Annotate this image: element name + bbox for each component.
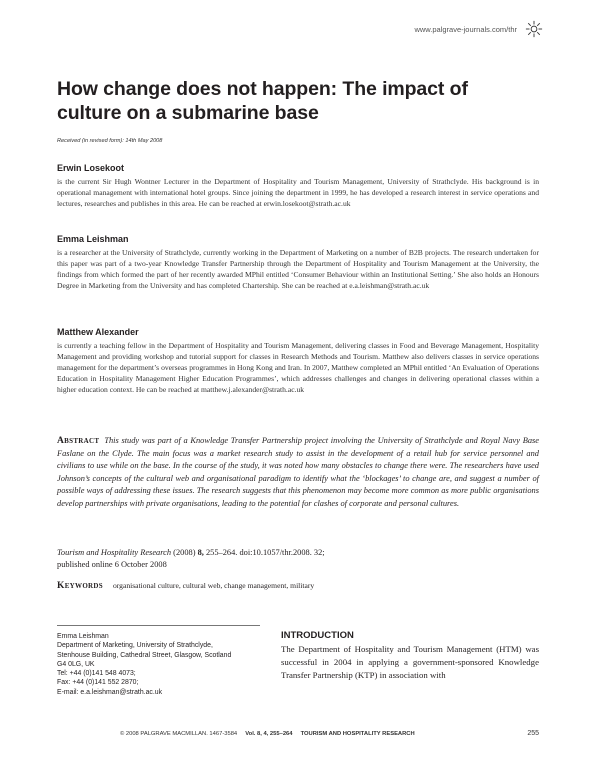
keywords-label: Keywords: [57, 581, 103, 591]
contact-address: Stenhouse Building, Cathedral Street, Glasgow, Scotland: [57, 651, 232, 659]
author-bio: is currently a teaching fellow in the Department of Hospitality and Tourism Management, delivering classes in Food and Beverage Management, Hospitality Management and providing workshop and tutorial support for classes in Research Methods and Tourism. Matthew also delivers classes in service operations management for the department’s overseas programmes in Hong Kong and Iran. In 2007, Matthew completed an MPhil entitled ‘An Evaluation of Operations Education in Hospitality Management Higher Education Programmes’, which addresses challenges and changes in delivering operational classes within a higher education context. He can be reached at matthew.j.alexander@strath.ac.uk: [57, 341, 539, 394]
page-number: 255: [527, 730, 539, 737]
contact-department: Department of Marketing, University of Strathclyde,: [57, 642, 213, 650]
header-url: www.palgrave-journals.com/thr: [414, 25, 517, 34]
citation-volume: 8,: [197, 548, 204, 557]
abstract-label: Abstract: [57, 436, 100, 446]
author-block-3: [57, 327, 539, 395]
keywords: [57, 580, 539, 592]
sunburst-icon: [525, 20, 543, 38]
citation-year: (2008): [173, 548, 196, 557]
citation-pages-doi: 255–264. doi:10.1057/thr.2008. 32;: [205, 548, 325, 557]
footer-left: [120, 731, 415, 737]
author-bio: is the current Sir Hugh Wontner Lecturer in the Department of Hospitality and Tourism Management, University of Strathclyde. His background is in operational management with international hotel groups. Since joining the department in 1999, he has developed a research interest in service operations and lectures, researches and publishes in this area. He can be reached at erwin.losekoot@strath.ac.uk: [57, 177, 539, 208]
author-name: Emma Leishman: [57, 234, 129, 244]
contact-tel: Tel: +44 (0)141 548 4073;: [57, 670, 136, 678]
contact-fax: Fax: +44 (0)141 552 2870;: [57, 679, 139, 687]
contact-postcode: G4 0LG, UK: [57, 660, 95, 668]
citation-published: published online 6 October 2008: [57, 560, 167, 569]
author-bio: is a researcher at the University of Strathclyde, currently working in the Department of Marketing on a number of B2B projects. The research undertaken for this paper was part of a two-year Knowledge Transfer Partnership through the Department of Hospitality and Tourism Management at the University, the findings from which formed the part of her recently awarded MPhil entitled ‘Consumer Behaviour within an Institutional Setting.’ She also holds an Honours Degree in Marketing from the University and has completed Chartership. She can be reached at e.a.leishman@strath.ac.uk: [57, 248, 539, 290]
received-date: Received (in revised form): 14th May 2008: [57, 138, 163, 144]
abstract: [57, 435, 539, 510]
abstract-text: This study was part of a Knowledge Transfer Partnership project involving the University of Strathclyde and Royal Navy Base Faslane on the Clyde. The main focus was a market research study to assist in the development of a retail hub for service personnel and civilians to use while on the base. In the course of the study, it was noted how many obstacles to change there were. The researchers have used Johnson’s concepts of the cultural web and organisational paradigm to identify what the ‘blockages’ to change are, and suggest a number of possible ways of addressing these issues. The research suggests that this phenomenon may become more common as more public organisations develop partnerships with private organisations, leading to the potential for clashes of corporate and personal cultures.: [57, 436, 539, 508]
citation-journal: Tourism and Hospitality Research: [57, 548, 172, 557]
author-name: Erwin Losekoot: [57, 163, 125, 173]
introduction-heading: INTRODUCTION: [281, 630, 354, 641]
author-name: Matthew Alexander: [57, 327, 139, 337]
divider: [57, 625, 260, 626]
author-block-1: [57, 163, 539, 209]
contact-email: E-mail: e.a.leishman@strath.ac.uk: [57, 688, 163, 696]
contact-block: [57, 632, 267, 697]
citation: [57, 547, 477, 571]
footer-journal: TOURISM AND HOSPITALITY RESEARCH: [300, 731, 415, 737]
footer-volume: Vol. 8, 4, 255–264: [245, 731, 293, 737]
introduction-text: The Department of Hospitality and Tourism Management (HTM) was successful in 2004 in applying a government-sponsored Knowledge Transfer Partnership (KTP) in association with: [281, 644, 539, 680]
article-title: How change does not happen: The impact of culture on a submarine base: [57, 78, 468, 124]
keywords-text: organisational culture, cultural web, change management, military: [112, 581, 315, 590]
author-block-2: [57, 234, 539, 291]
footer-copyright: © 2008 PALGRAVE MACMILLAN. 1467-3584: [120, 731, 238, 737]
contact-name: Emma Leishman: [57, 633, 109, 640]
